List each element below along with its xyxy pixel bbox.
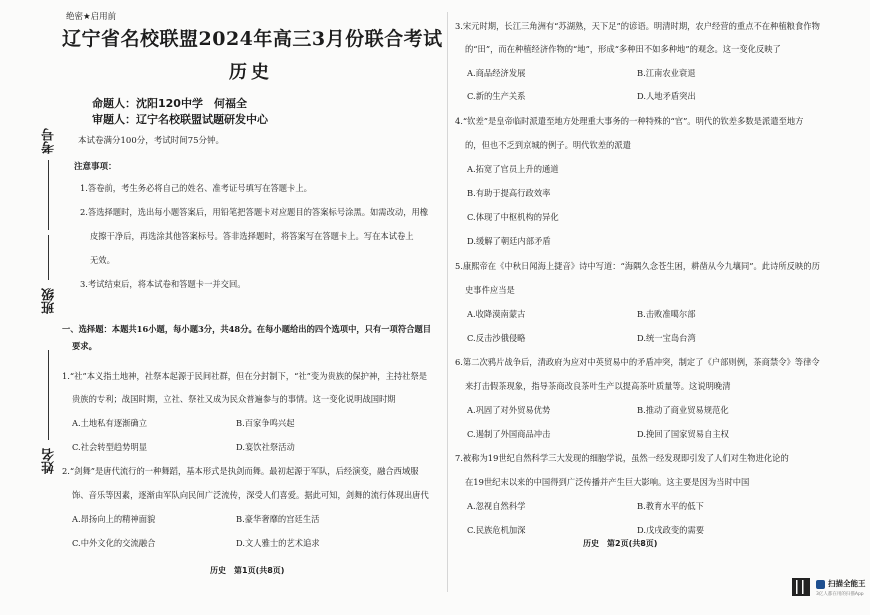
secret-mark: 绝密★启用前 [66,12,117,22]
q3-option-a: A.商品经济发展 [467,68,526,78]
subject-title: 历史 [229,62,273,83]
exam-no-label: 考号 [42,128,57,154]
name-label: 姓名 [42,448,57,474]
q2-option-a: A.昂扬向上的精神面貌 [72,514,156,524]
q7-option-d: D.戊戌政变的需要 [637,525,705,535]
question-7-text: 7.被称为19世纪自然科学三大发现的细胞学说，虽然一经发现即引发了人们对生物进化论的 [455,453,789,463]
q4-option-d: D.缓解了朝廷内部矛盾 [467,236,551,246]
note-line: 1.答卷前，考生务必将自己的姓名、准考证号填写在答题卡上。 [80,183,312,193]
question-7-text: 在19世纪末以来的中国得到广泛传播并产生巨大影响。这主要是因为当时中国 [465,477,750,487]
question-5-text: 史事件应当是 [465,285,515,295]
name-line [48,350,49,440]
q4-option-a: A.拓宽了官员上升的通道 [467,164,559,174]
q5-option-c: C.反击沙俄侵略 [467,333,526,343]
question-2-text: 2.“剑舞”是唐代流行的一种舞蹈，基本形式是执剑而舞。最初起源于军队，后经演变，融合西域服 [62,466,419,476]
reviewer-line: 审题人：辽宁名校联盟试题研发中心 [92,113,268,126]
binding-strip [0,0,60,615]
q6-option-b: B.推动了商业贸易规范化 [637,405,729,415]
q7-option-b: B.教育水平的低下 [637,501,704,511]
page-2 [455,10,847,602]
q2-option-c: C.中外文化的交流融合 [72,538,156,548]
notes-heading: 注意事项： [74,162,117,172]
author-line: 命题人：沈阳120中学 何福全 [92,97,247,110]
exam-title: 辽宁省名校联盟2024年高三3月份联合考试 [62,28,443,50]
question-1-text: 贵族的专利；战国时期，立社、祭社又成为民众普遍参与的事情。这一变化说明战国时期 [72,394,396,404]
page-2-footer: 历史 第2页(共8页) [583,539,658,548]
q3-option-b: B.江南农业衰退 [637,68,696,78]
q1-option-d: D.宴饮社祭活动 [236,442,295,452]
question-3-text: 的“田”，而在种植经济作物的“地”，形成“多种田不如多种地”的观念。这一变化反映了 [465,44,781,54]
q5-option-d: D.统一宝岛台湾 [637,333,696,343]
scanner-brand-sub: 3亿人都在用的扫描App [816,592,864,597]
question-4-text: 4.“钦差”是皇帝临时派遣至地方处理重大事务的一种特殊的“官”。明代的钦差多数是派遣至地方 [455,116,804,126]
q4-option-b: B.有助于提高行政效率 [467,188,551,198]
scanner-logo-icon [816,580,825,589]
score-info: 本试卷满分100分，考试时间75分钟。 [78,136,225,146]
scanner-brand-name: 扫描全能王 [828,579,866,588]
q2-option-b: B.豪华奢靡的宫廷生活 [236,514,320,524]
q7-option-c: C.民族危机加深 [467,525,526,535]
q1-option-c: C.社会转型趋势明显 [72,442,148,452]
section1-heading: 一、选择题：本题共16小题，每小题3分，共48分。在每小题给出的四个选项中，只有一项符合题目 [62,324,432,334]
qr-code-icon [792,578,810,596]
q6-option-c: C.遏制了外国商品冲击 [467,429,551,439]
question-6-text: 6.第二次鸦片战争后，清政府为应对中英贸易中的矛盾冲突，制定了《户部则例，茶商禁令》等律令 [455,357,820,367]
section1-heading-cont: 要求。 [72,341,97,351]
class-line [48,235,49,280]
question-6-text: 来打击假茶现象，指导茶商改良茶叶生产以提高茶叶质量等。这说明晚清 [465,381,731,391]
q5-option-a: A.收降漠南蒙古 [467,309,526,319]
question-5-text: 5.康熙帝在《中秋日闻海上捷音》诗中写道：“海隅久念苍生困，耕凿从今九壤同”。此诗所反映的历 [455,261,820,271]
note-line: 2.答选择题时，选出每小题答案后，用铅笔把答题卡对应题目的答案标号涂黑。如需改动，用橡 [80,207,429,217]
q1-option-a: A.土地私有逐渐确立 [72,418,148,428]
class-label: 班级 [42,288,57,314]
note-line: 皮擦干净后，再选涂其他答案标号。答非选择题时，将答案写在答题卡上。写在本试卷上 [90,231,414,241]
q1-option-b: B.百家争鸣兴起 [236,418,295,428]
q6-option-d: D.挽回了国家贸易自主权 [637,429,729,439]
question-3-text: 3.宋元时期，长江三角洲有“苏湖熟，天下足”的谚语。明清时期，农户经营的重点不在种植粮食作物 [455,21,820,31]
column-divider [447,12,448,592]
q3-option-c: C.新的生产关系 [467,91,526,101]
q5-option-b: B.击败准噶尔部 [637,309,696,319]
page-1 [62,10,443,602]
exam-no-line [48,160,49,230]
q4-option-c: C.体现了中枢机构的异化 [467,212,559,222]
question-1-text: 1.“社”本义指土地神，社祭本起源于民间社群，但在分封制下，“社”变为贵族的保护神，主持社祭是 [62,371,428,381]
question-4-text: 的，但也不乏到京城的例子。明代钦差的派遣 [465,140,631,150]
q3-option-d: D.人地矛盾突出 [637,91,696,101]
question-2-text: 饰、音乐等因素，逐渐由军队向民间广泛流传，深受人们喜爱。据此可知，剑舞的流行体现出唐代 [72,490,429,500]
q7-option-a: A.忽视自然科学 [467,501,526,511]
note-line: 无效。 [90,255,115,265]
page-1-footer: 历史 第1页(共8页) [210,566,285,575]
q2-option-d: D.文人雅士的艺术追求 [236,538,320,548]
q6-option-a: A.巩固了对外贸易优势 [467,405,551,415]
note-line: 3.考试结束后，将本试卷和答题卡一并交回。 [80,279,246,289]
